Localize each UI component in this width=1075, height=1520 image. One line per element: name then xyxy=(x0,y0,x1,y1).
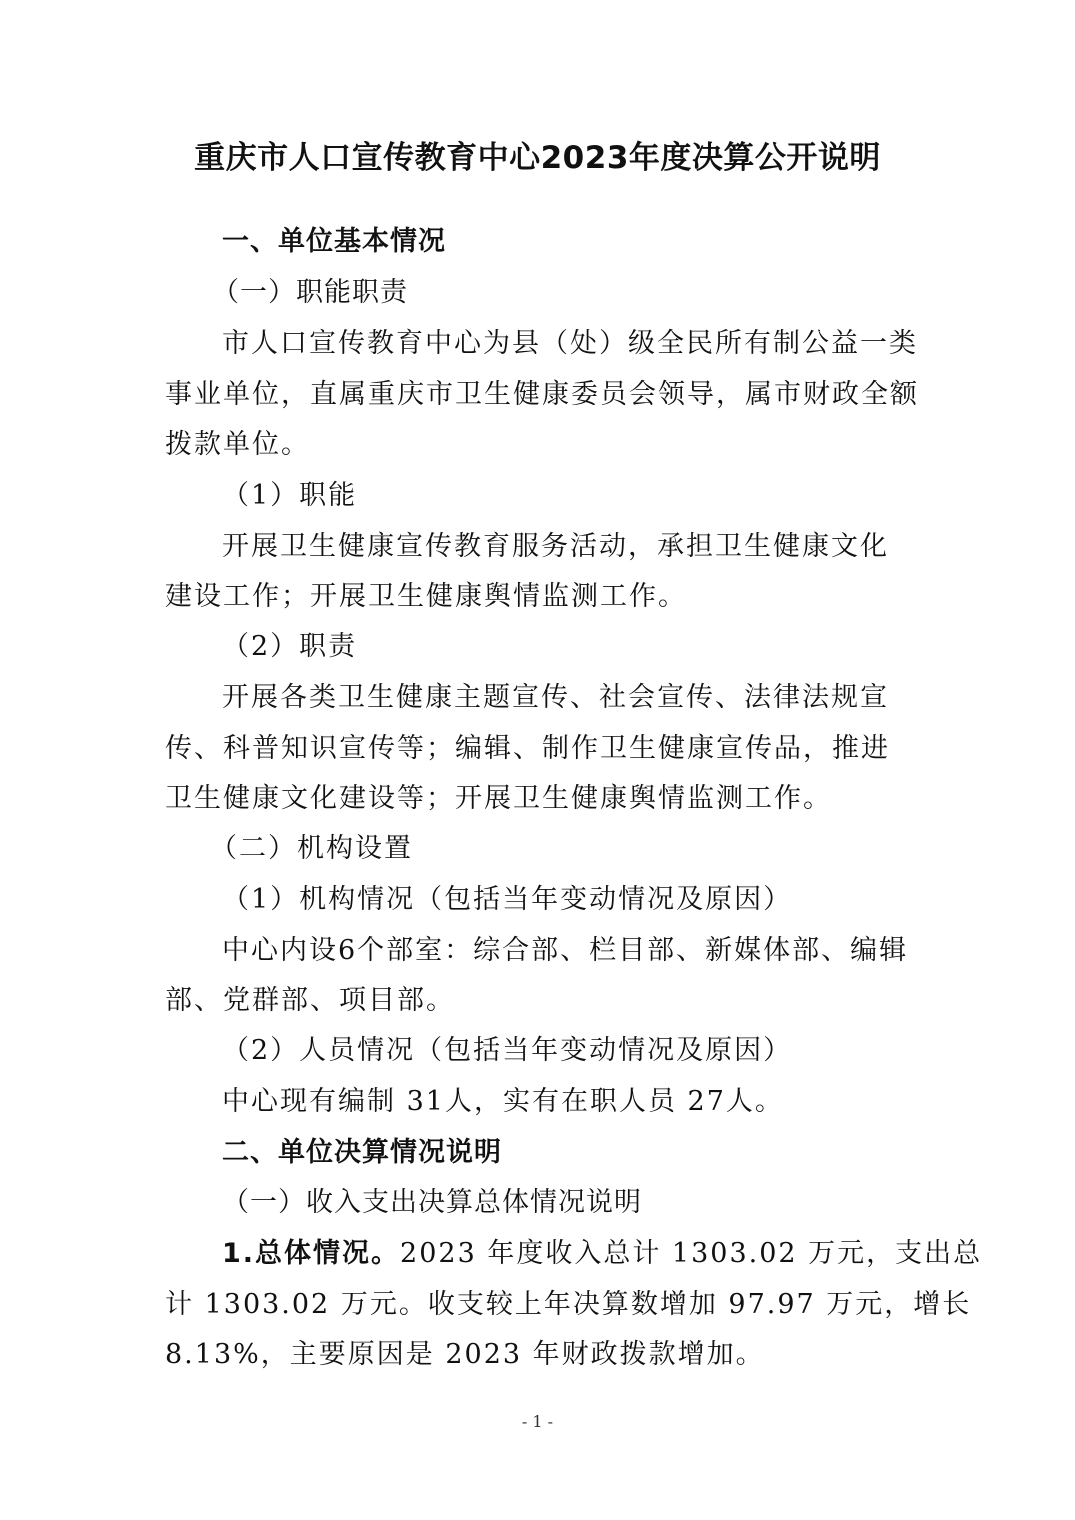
intro-line-1: 市人口宣传教育中心为县（处）级全民所有制公益一类 xyxy=(222,328,918,359)
section2-sub1-heading: （一）收入支出决算总体情况说明 xyxy=(222,1187,642,1218)
section1-heading: 一、单位基本情况 xyxy=(222,226,446,257)
org-line-1: 中心内设6个部室：综合部、栏目部、新媒体部、编辑 xyxy=(222,935,909,966)
functions-line-1: 开展卫生健康宣传教育服务活动，承担卫生健康文化 xyxy=(222,531,889,562)
duties-line-2: 传、科普知识宣传等；编辑、制作卫生健康宣传品，推进 xyxy=(165,733,890,764)
staff-label: （2）人员情况（包括当年变动情况及原因） xyxy=(222,1035,793,1066)
document-title: 重庆市人口宣传教育中心2023年度决算公开说明 xyxy=(194,140,881,176)
duties-line-1: 开展各类卫生健康主题宣传、社会宣传、法律法规宣 xyxy=(222,682,889,713)
org-label: （1）机构情况（包括当年变动情况及原因） xyxy=(222,884,793,915)
duties-label: （2）职责 xyxy=(222,631,358,662)
staff-line: 中心现有编制 31人，实有在职人员 27人。 xyxy=(222,1086,784,1117)
sub1-heading: （一）职能职责 xyxy=(212,277,408,308)
intro-line-2: 事业单位，直属重庆市卫生健康委员会领导，属市财政全额 xyxy=(165,379,919,410)
overall-line-3: 8.13%，主要原因是 2023 年财政拨款增加。 xyxy=(165,1339,765,1370)
page-number: - 1 - xyxy=(521,1412,554,1431)
overall-line-1 xyxy=(222,1234,982,1274)
overall-lead: 1.总体情况。 xyxy=(222,1238,401,1269)
intro-line-3: 拨款单位。 xyxy=(165,429,310,460)
org-line-2: 部、党群部、项目部。 xyxy=(165,985,455,1016)
functions-label: （1）职能 xyxy=(222,480,358,511)
functions-line-2: 建设工作；开展卫生健康舆情监测工作。 xyxy=(165,581,687,612)
sub2-heading: （二）机构设置 xyxy=(210,833,413,864)
overall-line-1-text: 2023 年度收入总计 1303.02 万元，支出总 xyxy=(400,1238,983,1269)
section2-heading: 二、单位决算情况说明 xyxy=(222,1137,502,1168)
overall-line-2: 计 1303.02 万元。收支较上年决算数增加 97.97 万元，增长 xyxy=(165,1289,972,1320)
duties-line-3: 卫生健康文化建设等；开展卫生健康舆情监测工作。 xyxy=(165,783,832,814)
